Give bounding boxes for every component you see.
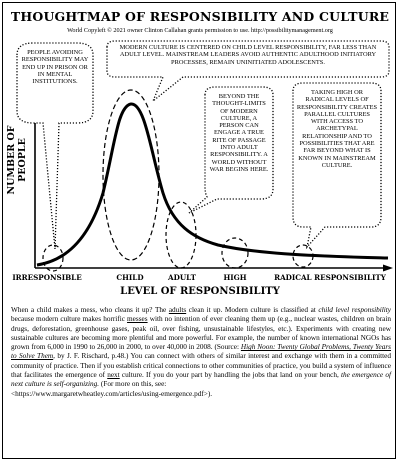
body-text-2: clean it up. Modern culture is classified at bbox=[186, 306, 319, 314]
tick-irresponsible: IRRESPONSIBLE bbox=[12, 273, 82, 282]
callout-avoiding-text: PEOPLE AVOIDING RESPONSIBILITY MAY END UP IN PRISON OR IN MENTAL INSTITUTIONS. bbox=[21, 49, 89, 86]
body-text-5: , by J. F. Rischard, p.48.) You can connect with others of similar interest and exchange with them in a committed community of practice. Then if you establish critical connections to other communities of practice, you build a system of influence that facilitates the emergence of bbox=[11, 352, 392, 380]
poster bbox=[2, 2, 396, 459]
tick-child: CHILD bbox=[116, 273, 144, 282]
high-ellipse bbox=[222, 238, 248, 268]
book-title: High Noon: Twenty Global Problems, Twenty Years to Solve Them bbox=[11, 343, 391, 361]
callout-beyond-text: BEYOND THE THOUGHT-LIMITS OF MODERN CULTURE, A PERSON CAN ENGAGE A TRUE RITE OF PASSAGE INTO ADULT RESPONSIBILITY. A WORLD WITHOUT WAR BEGINS HERE. bbox=[209, 93, 269, 173]
child-ellipse bbox=[103, 90, 159, 260]
x-axis-label: LEVEL OF RESPONSIBILITY bbox=[120, 286, 280, 297]
body-text-messes: messes bbox=[127, 315, 148, 324]
tick-adult: ADULT bbox=[168, 273, 196, 282]
body-text-4: with no intention of ever cleaning them up (e.g., nuclear wastes, children on brain drugs, deforestation, greenhouse gases, peak oil, over fishing, unsustainable lifestyles, etc.). Experiments with creating new sustainable cultures are becoming more plentiful and more powerful. For example, the number of known international NGOs has grown from 6,000 in 1990 to 26,000 in 2000, to over 40,000 in 2008. (Source: bbox=[11, 315, 391, 352]
page-title: THOUGHTMAP OF RESPONSIBILITY AND CULTURE bbox=[10, 9, 390, 24]
callout-radical-text: TAKING HIGH OR RADICAL LEVELS OF RESPONSIBILITY CREATES PARALLEL CULTURES WITH ACCESS TO ARCHETYPAL RELATIONSHIP AND TO POSSIBILITIES THAT ARE FAR BEYOND WHAT IS KNOWN IN MAINSTREAM CULTURE. bbox=[296, 89, 378, 169]
copyright-line: World Copyleft © 2021 owner Clinton Callahan grants permission to use. http://possibilitymanagement.org bbox=[67, 27, 333, 34]
body-text-child-level: child level responsibility bbox=[318, 306, 391, 314]
body-text-6: culture. If you do your part by handling the jobs that land on your bench, bbox=[119, 371, 341, 380]
body-text-adults: adults bbox=[168, 306, 187, 314]
x-axis-arrow-icon bbox=[383, 265, 393, 272]
body-text-3: because modern culture makes horrific bbox=[11, 315, 128, 324]
body-paragraph bbox=[11, 306, 391, 399]
callout-modern-culture-text: MODERN CULTURE IS CENTERED ON CHILD LEVEL RESPONSIBILITY, FAR LESS THAN ADULT LEVEL. MAINSTREAM LEADERS AVOID AUTHENTIC ADULTHOOD INITIATORY PROCESSES, REMAIN UNINITIATED ADOLESCENTS. bbox=[119, 44, 377, 66]
body-text-self-organizing: the emergence of next culture is self-organizing. bbox=[11, 371, 391, 389]
body-text-1: When a child makes a mess, who cleans it up? The bbox=[11, 306, 169, 314]
reference-link[interactable]: <https://www.margaretwheatley.com/articles/using-emergence.pdf>). bbox=[11, 389, 213, 398]
tick-high: HIGH bbox=[223, 273, 247, 282]
tick-radical-responsibility: RADICAL RESPONSIBILITY bbox=[274, 273, 386, 282]
body-text-7: (For more on this, see: bbox=[99, 380, 167, 389]
body-text-next: next bbox=[107, 371, 120, 380]
y-axis-label: NUMBER OF PEOPLE bbox=[6, 125, 28, 195]
